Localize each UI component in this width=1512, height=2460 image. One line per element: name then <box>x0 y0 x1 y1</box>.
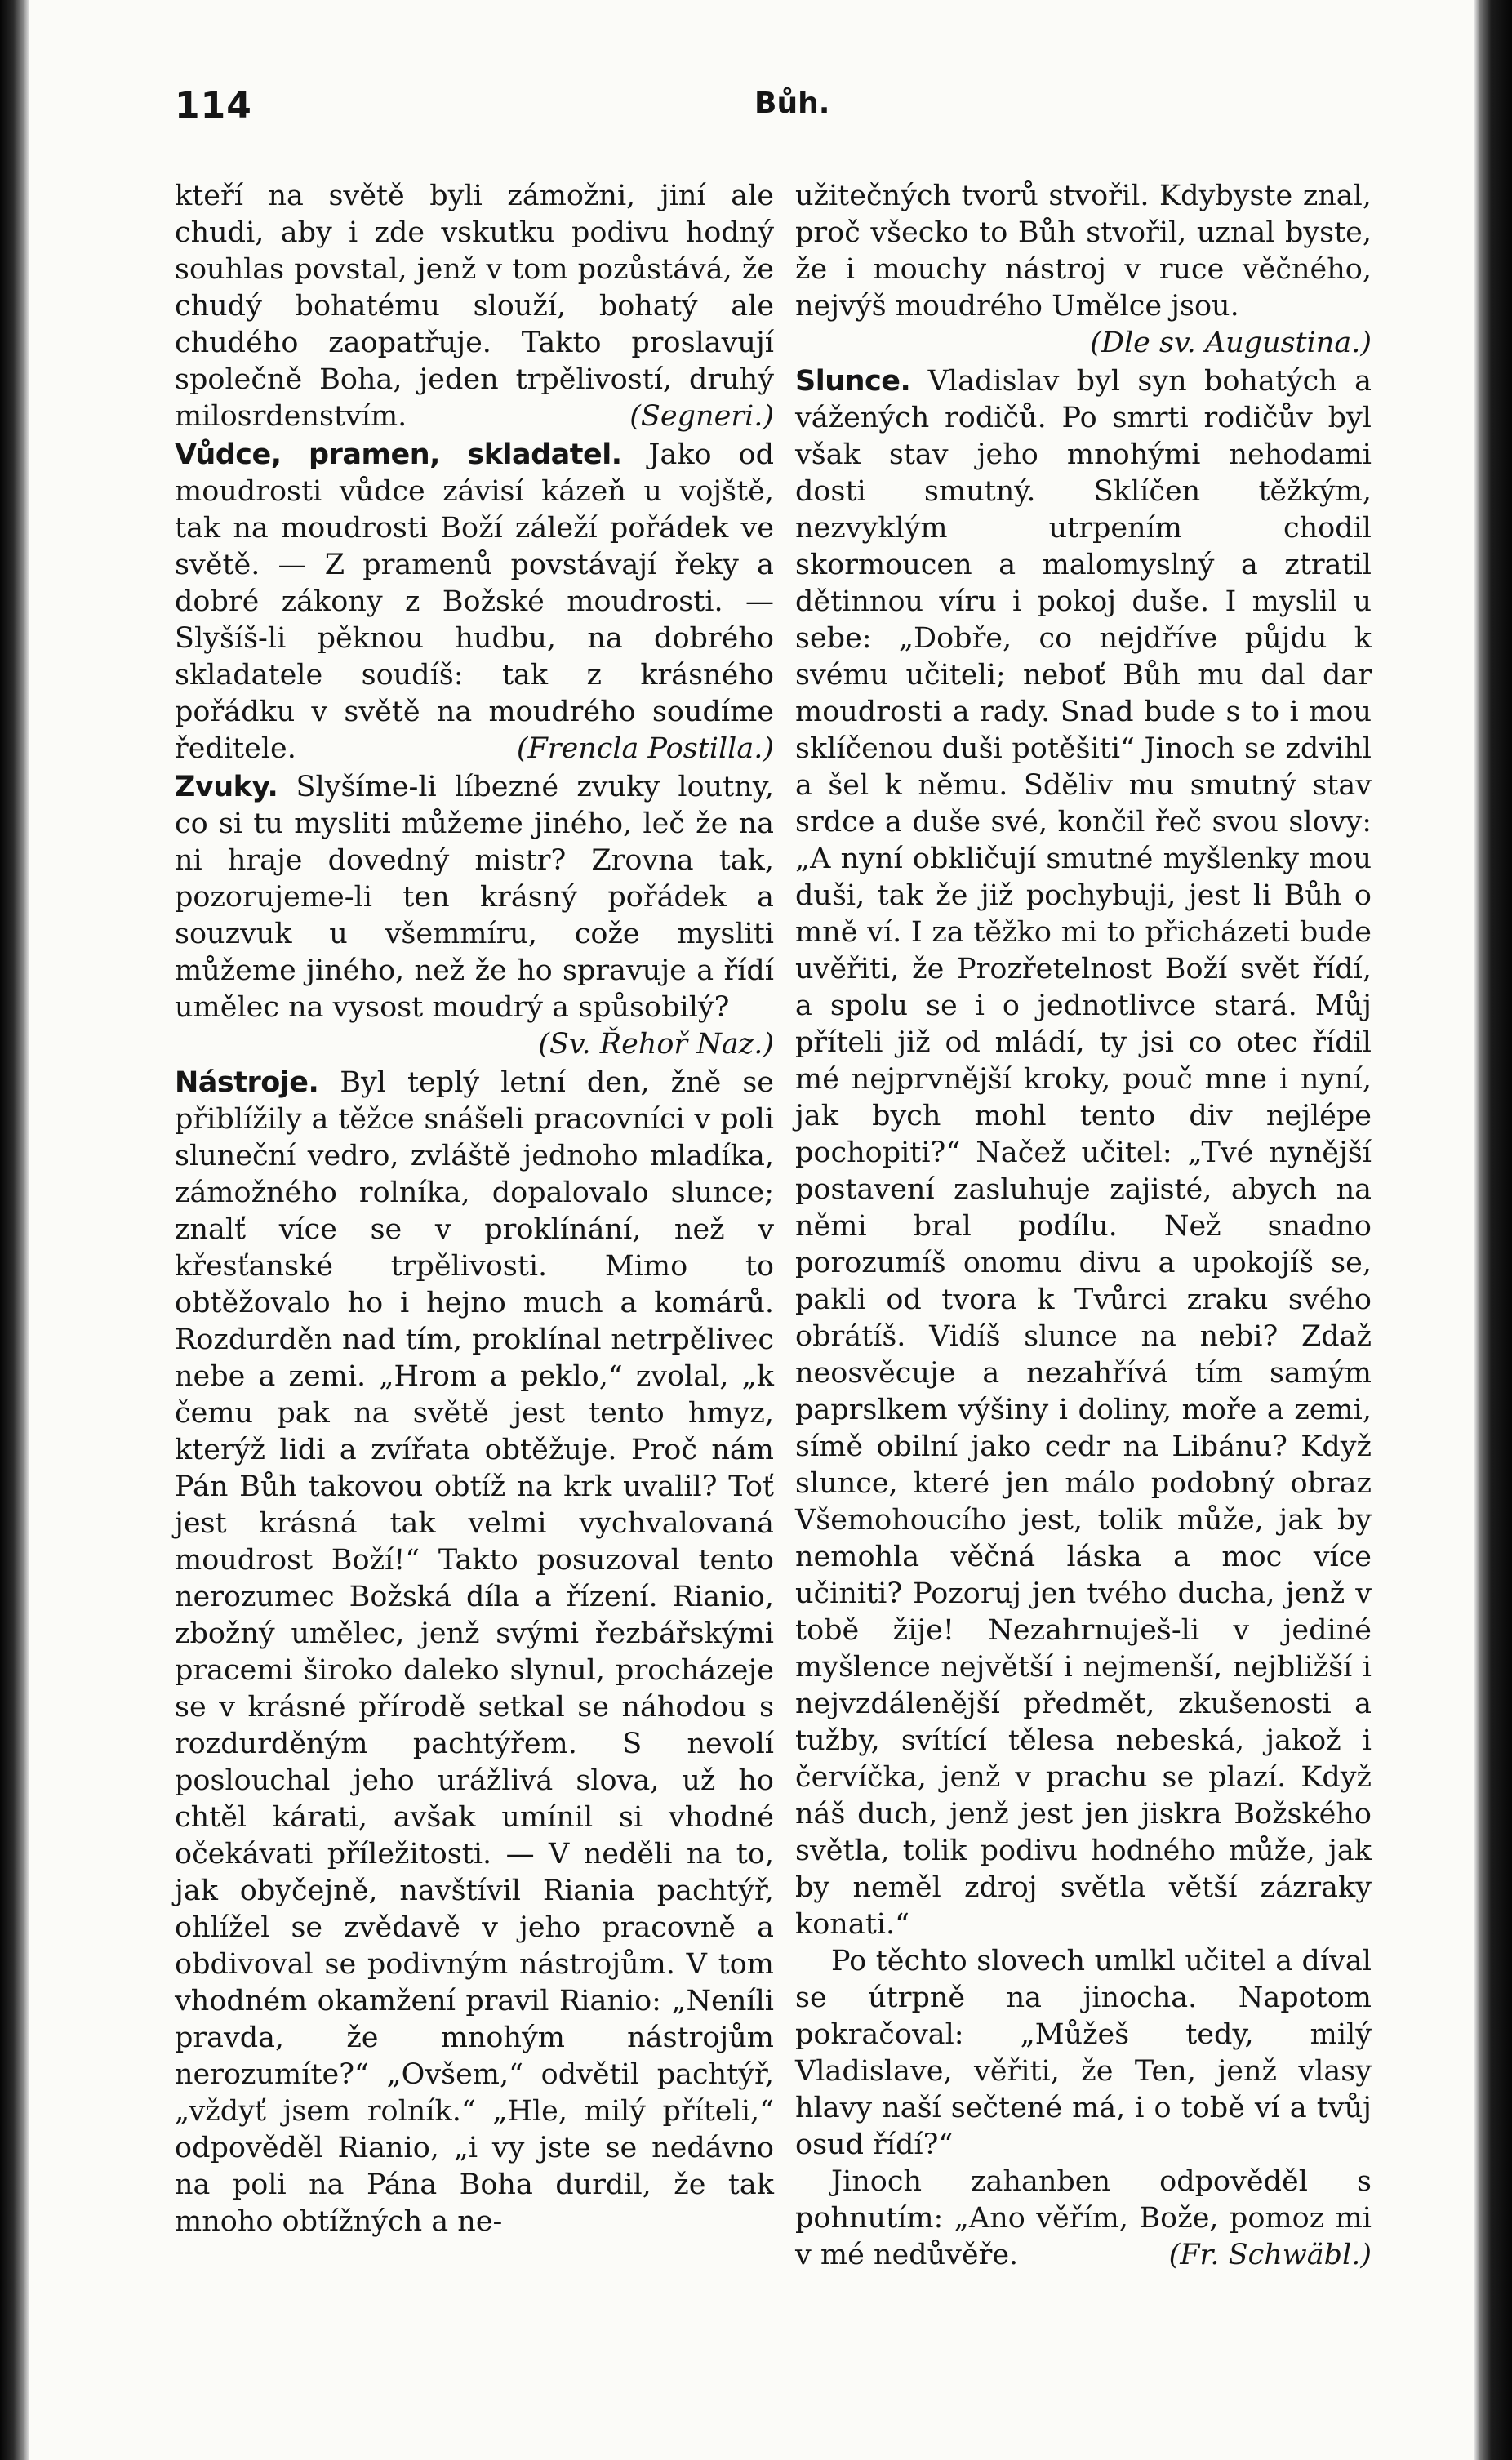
source-citation: (Dle sv. Augustina.) <box>1090 327 1372 359</box>
page-header <box>175 85 830 134</box>
paragraph-text: Jako od moudrosti vůdce závisí kázeň u vojště, tak na moudrosti Boží záleží pořádek ve světě. — Z pramenů povstávají řeky a dobré zákony z Božské moudrosti. — Slyšíš-li pěknou hudbu, na dobrého skladatele soudíš: tak z krásného pořádku v světě na moudrého soudíme ředitele. <box>175 438 774 765</box>
paragraph-continued <box>795 178 1372 325</box>
source-citation: (Fr. Schwäbl.) <box>1168 2239 1372 2271</box>
paragraph-nastroje <box>175 1065 774 2240</box>
paragraph-intro <box>175 178 774 435</box>
running-title: Bůh. <box>754 87 830 120</box>
source-citation: (Sv. Řehoř Naz.) <box>538 1028 774 1061</box>
paragraph-vudce <box>175 437 774 767</box>
entry-keyword: Zvuky. <box>175 771 278 803</box>
paragraph-text: Byl teplý letní den, žně se přiblížily a těžce snášeli pracovníci v poli sluneční vedro, zvláště jednoho mladíka, zámožného rolníka, dopalovalo slunce; znalť více se v proklínání, než v křesťanské trpělivosti. Mimo to obtěžovalo ho i hejno much a komárů. Rozdurděn nad tím, proklínal netrpělivec nebe a zemi. „Hrom a peklo,“ zvolal, „k čemu pak na světě jest tento hmyz, kterýž lidi a zvířata obtěžuje. Proč nám Pán Bůh takovou obtíž na krk uvalil? Toť jest krásná tak velmi vychvalovaná moudrost Boží!“ Takto posuzoval tento nerozumec Božská díla a řízení. Rianio, zbožný umělec, jenž svými řezbářskými pracemi široko daleko slynul, procházeje se v krásné přírodě setkal se náhodou s rozdurděným pachtýřem. S nevolí poslouchal jeho urážlivá slova, už ho chtěl kárati, avšak umínil si vhodné očekávati příležitosti. — V neděli na to, jak obyčejně, navštívil Riania pachtýř, ohlížel se zvědavě v jeho pracovně a obdivoval se podivným nástrojům. V tom vhodném okamžení pravil Rianio: „Neníli pravda, že mnohým nástrojům nerozumíte?“ „Ovšem,“ odvětil pachtýř, „vždyť jsem rolník.“ „Hle, milý příteli,“ odpověděl Rianio, „i vy jste se nedávno na poli na Pána Boha durdil, že tak mnoho obtížných a ne- <box>175 1066 774 2238</box>
paragraph-text: kteří na světě byli zámožni, jiní ale chudi, aby i zde vskutku podivu hodný souhlas povstal, jenž v tom pozůstává, že chudý bohatému slouží, bohatý ale chudého zaopatřuje. Takto proslavují společně Boha, jeden trpělivostí, druhý milosrdenstvím. <box>175 180 774 433</box>
scan-edge-left <box>0 0 29 2460</box>
source-citation: (Segneri.) <box>629 400 774 433</box>
paragraph-zvuky <box>175 769 774 1026</box>
page-number: 114 <box>175 85 252 127</box>
paragraph-closing <box>795 2164 1372 2274</box>
paragraph-slunce <box>795 363 1372 1943</box>
paragraph-text: Slyšíme-li líbezné zvuky loutny, co si tu mysliti můžeme jiného, leč že na ni hraje dovedný mistr? Zrovna tak, pozorujeme-li ten krásný pořádek a souzvuk u všemmíru, cože mysliti můžeme jiného, než že ho spravuje a řídí umělec na vysost moudrý a spůsobilý? <box>175 771 774 1024</box>
paragraph-text: Jinoch zahanben odpověděl s pohnutím: „Ano věřím, Bože, pomoz mi v mé nedůvěře. <box>795 2165 1372 2271</box>
left-column <box>175 178 774 2240</box>
entry-keyword: Nástroje. <box>175 1066 319 1099</box>
right-column <box>795 178 1372 2274</box>
scan-edge-right <box>1474 0 1512 2460</box>
paragraph-text: Po těchto slovech umlkl učitel a díval se útrpně na jinocha. Napotom pokračoval: „Můžeš tedy, milý Vladislave, věřiti, že Ten, jenž vlasy hlavy naší sečtené má, i o tobě ví a tvůj osud řídí?“ <box>795 1945 1372 2161</box>
entry-keyword: Vůdce, pramen, skladatel. <box>175 438 622 471</box>
source-citation: (Frencla Postilla.) <box>516 732 774 765</box>
paragraph-text: Vladislav byl syn bohatých a vážených rodičů. Po smrti rodičův byl však stav jeho mnohými nehodami dosti smutný. Sklíčen těžkým, nezvyklým utrpením chodil skormoucen a malomyslný a ztratil dětinnou víru i pokoj duše. I myslil u sebe: „Dobře, co nejdříve půjdu k svému učiteli; neboť Bůh mu dal dar moudrosti a rady. Snad bude s to i mou sklíčenou duši potěšiti“ Jinoch se zdvihl a šel k němu. Sděliv mu smutný stav srdce a duše své, končil řeč svou slovy: „A nyní obkličují smutné myšlenky mou duši, tak že již pochybuji, jest li Bůh o mně ví. I za těžko mi to přicházeti bude uvěřiti, že Prozřetelnost Boží svět řídí, a spolu se i o jednotlivce stará. Můj příteli již od mládí, ty jsi co otec řídil mé nejprvnější kroky, pouč mne i nyní, jak bych mohl tento div nejlépe pochopiti?“ Načež učitel: „Tvé nynější postavení zasluhuje zajisté, abych na němi bral podílu. Než snadno porozumíš onomu divu a upokojíš se, pakli od tvora k Tvůrci zraku svého obrátíš. Vidíš slunce na nebi? Zdaž neosvěcuje a nezahřívá tím samým paprslkem výšiny i doliny, moře a zemi, símě obilní jako cedr na Libánu? Když slunce, které jen málo podobný obraz Všemohoucího jest, tolik může, jak by nemohla věčná láska a moc více učiniti? Pozoruj jen tvého ducha, jenž v tobě žije! Nezahrnuješ-li v jediné myšlence největší i nejmenší, nejbližší i nejvzdálenější předmět, zkušenosti a tužby, svítící tělesa nebeská, jakož i červíčka, jenž v prachu se plazí. Když náš duch, jenž jest jen jiskra Božského světla, tolik podivu hodného může, jak by neměl zdroj světla větší zázraky konati.“ <box>795 365 1372 1941</box>
entry-keyword: Slunce. <box>795 365 911 398</box>
paragraph-text: užitečných tvorů stvořil. Kdybyste znal, proč všecko to Bůh stvořil, uznal byste, že i mouchy nástroj v ruce věčného, nejvýš moudrého Umělce jsou. <box>795 180 1372 323</box>
paragraph-teacher-question <box>795 1943 1372 2164</box>
